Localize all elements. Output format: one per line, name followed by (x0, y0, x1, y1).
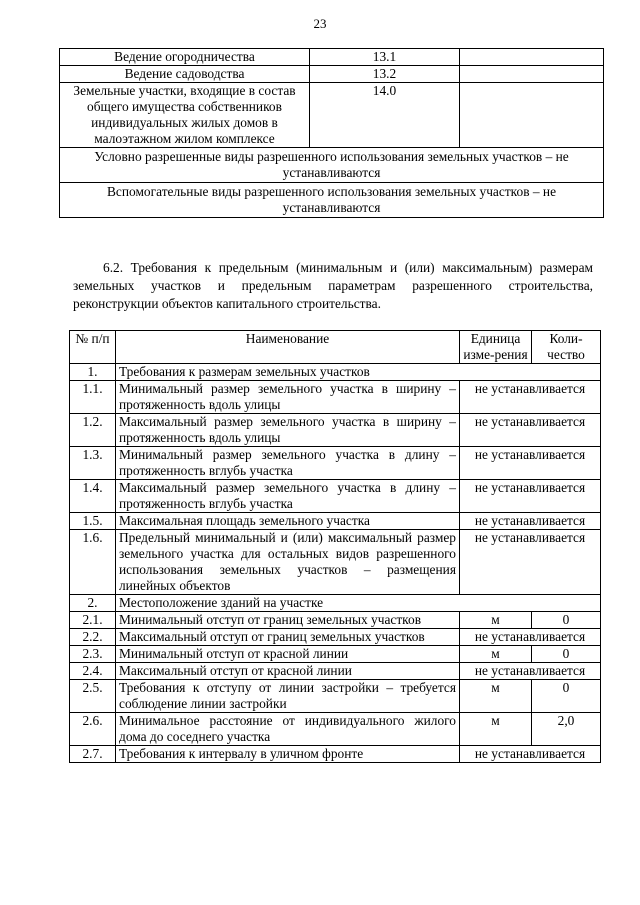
parameter-name-text: Минимальный отступ от границ земельных участков (119, 612, 422, 627)
empty-cell (460, 49, 604, 66)
parameters-table (69, 330, 601, 763)
quantity-cell: 2,0 (532, 713, 601, 746)
header-qty: Коли-чество (532, 331, 601, 364)
parameter-name (116, 530, 460, 595)
parameter-name (116, 746, 460, 763)
land-use-table (59, 48, 604, 218)
value-not-set: не устанавливается (460, 480, 601, 513)
row-number: 2.4. (70, 663, 116, 680)
table-row (70, 530, 601, 595)
row-number: 2.6. (70, 713, 116, 746)
value-not-set: не устанавливается (460, 414, 601, 447)
value-not-set: не устанавливается (460, 381, 601, 414)
row-number: 2.3. (70, 646, 116, 663)
parameter-name-text: Минимальный отступ от красной линии (119, 646, 349, 661)
parameter-name-text: Предельный минимальный и (или) максимальный размер земельного участка для остальных видов разрешенного использования земельных участков – размещения линейных объектов (119, 530, 456, 593)
table-row (60, 83, 604, 148)
unit-cell: м (460, 612, 532, 629)
table-row (70, 663, 601, 680)
row-number: 1.3. (70, 447, 116, 480)
parameter-name-text: Максимальный отступ от границ земельных участков (119, 629, 425, 644)
parameter-name-text: Минимальное расстояние от индивидуального жилого дома до соседнего участка (119, 713, 456, 744)
unit-cell: м (460, 713, 532, 746)
table-row (70, 513, 601, 530)
section-row (70, 364, 601, 381)
row-number: 2. (70, 595, 116, 612)
section-title: Местоположение зданий на участке (116, 595, 601, 612)
row-number: 1.1. (70, 381, 116, 414)
parameter-name (116, 447, 460, 480)
table-row (70, 713, 601, 746)
value-not-set: не устанавливается (460, 513, 601, 530)
value-not-set: не устанавливается (460, 447, 601, 480)
header-unit: Единица изме-рения (460, 331, 532, 364)
parameter-name (116, 414, 460, 447)
parameter-name (116, 612, 460, 629)
header-name: Наименование (116, 331, 460, 364)
table-row (70, 480, 601, 513)
row-number: 2.5. (70, 680, 116, 713)
row-number: 1. (70, 364, 116, 381)
table-row (70, 646, 601, 663)
table-row (70, 612, 601, 629)
parameter-name-text: Максимальный отступ от красной линии (119, 663, 352, 678)
land-use-code: 13.2 (310, 66, 460, 83)
page-number: 23 (313, 16, 327, 31)
parameter-name (116, 480, 460, 513)
land-use-code: 14.0 (310, 83, 460, 148)
unit-cell: м (460, 646, 532, 663)
table-row (60, 183, 604, 218)
parameter-name-text: Минимальный размер земельного участка в ширину – протяженность вдоль улицы (119, 381, 456, 412)
auxiliary-uses-note: Вспомогательные виды разрешенного использования земельных участков – не устанавливаются (60, 183, 604, 218)
parameter-name-text: Максимальный размер земельного участка в длину – протяженность вглубь участка (119, 480, 456, 511)
table-row (70, 680, 601, 713)
row-number: 1.5. (70, 513, 116, 530)
unit-cell: м (460, 680, 532, 713)
quantity-cell: 0 (532, 646, 601, 663)
land-use-code: 13.1 (310, 49, 460, 66)
value-not-set: не устанавливается (460, 746, 601, 763)
table-row (70, 447, 601, 480)
table-row (70, 629, 601, 646)
parameter-name (116, 680, 460, 713)
table-header-row (70, 331, 601, 364)
parameter-name-text: Максимальный размер земельного участка в ширину – протяженность вдоль улицы (119, 414, 456, 445)
value-not-set: не устанавливается (460, 663, 601, 680)
parameter-name (116, 513, 460, 530)
parameter-name (116, 381, 460, 414)
table-row (60, 66, 604, 83)
quantity-cell: 0 (532, 680, 601, 713)
parameter-name (116, 629, 460, 646)
parameter-name (116, 713, 460, 746)
section-title: Требования к размерам земельных участков (116, 364, 601, 381)
land-use-name: Ведение огородничества (60, 49, 310, 66)
table-row (70, 746, 601, 763)
empty-cell (460, 66, 604, 83)
row-number: 2.7. (70, 746, 116, 763)
value-not-set: не устанавливается (460, 530, 601, 595)
empty-cell (460, 83, 604, 148)
table-row (70, 381, 601, 414)
table-row (60, 148, 604, 183)
parameter-name (116, 646, 460, 663)
land-use-name: Земельные участки, входящие в состав общего имущества собственников индивидуальных жилых домов в малоэтажном жилом комплексе (60, 83, 310, 148)
parameter-name-text: Минимальный размер земельного участка в длину – протяженность вглубь участка (119, 447, 456, 478)
parameter-name-text: Максимальная площадь земельного участка (119, 513, 370, 528)
conditional-uses-note: Условно разрешенные виды разрешенного использования земельных участков – не устанавливаются (60, 148, 604, 183)
section-row (70, 595, 601, 612)
parameter-name-text: Требования к интервалу в уличном фронте (119, 746, 364, 761)
section-paragraph: 6.2. Требования к предельным (минимальным и (или) максимальным) размерам земельных участков и предельным параметрам разрешенного строительства, реконструкции объектов капитального строительства. (73, 260, 593, 311)
row-number: 1.2. (70, 414, 116, 447)
row-number: 2.1. (70, 612, 116, 629)
row-number: 1.4. (70, 480, 116, 513)
table-row (70, 414, 601, 447)
header-num: № п/п (70, 331, 116, 364)
row-number: 2.2. (70, 629, 116, 646)
parameter-name (116, 663, 460, 680)
row-number: 1.6. (70, 530, 116, 595)
quantity-cell: 0 (532, 612, 601, 629)
value-not-set: не устанавливается (460, 629, 601, 646)
parameter-name-text: Требования к отступу от линии застройки – требуется соблюдение линии застройки (119, 680, 456, 711)
table-row (60, 49, 604, 66)
land-use-name: Ведение садоводства (60, 66, 310, 83)
